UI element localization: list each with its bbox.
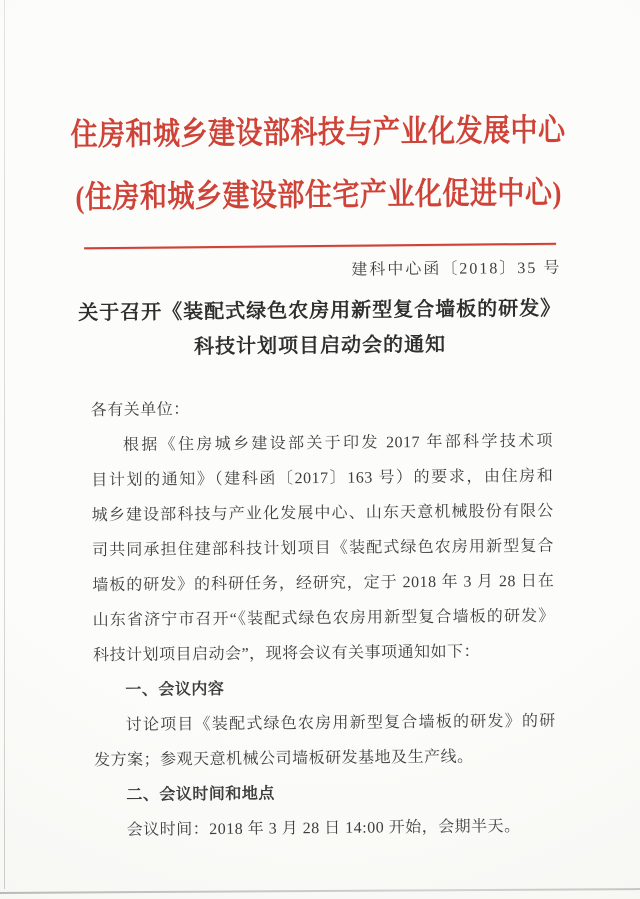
- scan-left-edge-artifact: [4, 0, 5, 889]
- letterhead-org-line1: 住房和城乡建设部科技与产业化发展中心: [70, 112, 566, 153]
- salutation: 各有关单位：: [90, 401, 190, 420]
- body-line: 发方案；参观天意机械公司墙板研发基地及生产线。: [93, 748, 474, 770]
- section-heading-1: 一、会议内容: [125, 680, 225, 699]
- body-line: 根据《住房城乡建设部关于印发 2017 年部科学技术项: [122, 432, 554, 454]
- letterhead: [0, 98, 639, 229]
- body-line: 山东省济宁市召开“《装配式绿色农房用新型复合墙板的研发》: [92, 607, 555, 630]
- body-line: 目计划的通知》（建科函〔2017〕163 号）的要求，由住房和: [91, 467, 554, 490]
- document-body: [91, 389, 557, 848]
- scan-bottom-edge-artifact: [0, 888, 640, 894]
- document-title: [0, 291, 640, 367]
- body-line: 科技计划项目启动会”，现将会议有关事项通知如下：: [92, 643, 481, 665]
- body-line: 司共同承担住建部科技计划项目《装配式绿色农房用新型复合: [91, 537, 555, 560]
- body-line: 讨论项目《装配式绿色农房用新型复合墙板的研发》的研: [125, 712, 556, 734]
- document-reference-number: 建科中心函〔2018〕35 号: [351, 259, 562, 279]
- document-title-line1: 关于召开《装配式绿色农房用新型复合墙板的研发》: [78, 297, 562, 325]
- body-line: 墙板的研发》的科研任务，经研究，定于 2018 年 3 月 28 日在: [92, 572, 555, 595]
- section-heading-2: 二、会议时间和地点: [126, 785, 275, 804]
- letterhead-org-line2: (住房和城乡建设部住宅产业化促进中心): [75, 175, 563, 215]
- meeting-time-line: 会议时间：2018 年 3 月 28 日 14:00 开始，会期半天。: [126, 818, 521, 839]
- letterhead-divider-rule: [84, 243, 556, 250]
- body-line: 城乡建设部科技与产业化发展中心、山东天意机械股份有限公: [91, 502, 554, 525]
- document-title-line2: 科技计划项目启动会的通知: [193, 333, 447, 359]
